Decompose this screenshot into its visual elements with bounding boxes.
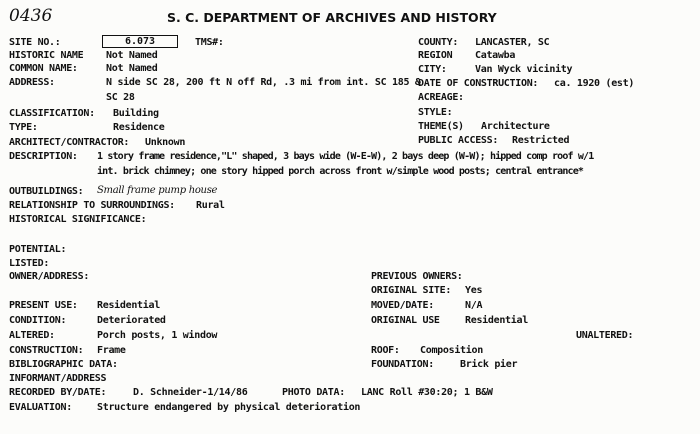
informant-address-label: INFORMANT/ADDRESS (9, 373, 107, 384)
date-of-construction-label: DATE OF CONSTRUCTION: (418, 78, 539, 89)
present-use-label: PRESENT USE: (9, 300, 78, 311)
foundation-value: Brick pier (460, 359, 518, 370)
handwritten-card-number: 0436 (9, 6, 53, 26)
original-site-value: Yes (465, 285, 483, 296)
outbuildings-value: Small frame pump house (97, 185, 218, 196)
altered-label: ALTERED: (9, 330, 55, 341)
address-line1: N side SC 28, 200 ft N off Rd, .3 mi from int. SC 185 & (106, 77, 421, 88)
type-label: TYPE: (9, 122, 38, 133)
description-label: DESCRIPTION: (9, 151, 78, 162)
themes-label: THEME(S) (418, 121, 464, 132)
moved-date-value: N/A (465, 300, 483, 311)
evaluation-label: EVALUATION: (9, 402, 72, 413)
county-label: COUNTY: (418, 37, 459, 48)
construction-value: Frame (97, 345, 126, 356)
recorded-by-label: RECORDED BY/DATE: (9, 387, 107, 398)
moved-date-label: MOVED/DATE: (371, 300, 434, 311)
city-label: CITY: (418, 64, 447, 75)
recorded-by-value: D. Schneider-1/14/86 (133, 387, 248, 398)
description-line2: int. brick chimney; one story hipped porch across front w/simple wood posts; central entrance* (97, 166, 584, 177)
historical-significance-label: HISTORICAL SIGNIFICANCE: (9, 214, 147, 225)
historic-name-value: Not Named (106, 50, 158, 61)
evaluation-value: Structure endangered by physical deterioration (97, 402, 361, 413)
outbuildings-label: OUTBUILDINGS: (9, 186, 84, 197)
tms-label: TMS#: (195, 37, 224, 48)
site-no-label: SITE NO.: (9, 37, 61, 48)
photo-data-value: LANC Roll #30:20; 1 B&W (361, 387, 493, 398)
page-title: S. C. DEPARTMENT OF ARCHIVES AND HISTORY (167, 10, 497, 25)
construction-label: CONSTRUCTION: (9, 345, 84, 356)
themes-value: Architecture (481, 121, 550, 132)
site-no-box: 6.073 (102, 35, 178, 48)
roof-label: ROOF: (371, 345, 400, 356)
altered-value: Porch posts, 1 window (97, 330, 218, 341)
listed-label: LISTED: (9, 258, 50, 269)
roof-value: Composition (420, 345, 483, 356)
common-name-label: COMMON NAME: (9, 63, 78, 74)
bibliographic-data-label: BIBLIOGRAPHIC DATA: (9, 359, 118, 370)
region-value: Catawba (475, 50, 516, 61)
foundation-label: FOUNDATION: (371, 359, 434, 370)
present-use-value: Residential (97, 300, 160, 311)
acreage-label: ACREAGE: (418, 92, 464, 103)
public-access-label: PUBLIC ACCESS: (418, 135, 499, 146)
relationship-value: Rural (196, 200, 225, 211)
unaltered-label: UNALTERED: (576, 330, 634, 341)
region-label: REGION (418, 50, 453, 61)
classification-label: CLASSIFICATION: (9, 108, 95, 119)
historic-name-label: HISTORIC NAME (9, 50, 84, 61)
architect-label: ARCHITECT/CONTRACTOR: (9, 137, 130, 148)
original-use-label: ORIGINAL USE (371, 315, 440, 326)
type-value: Residence (113, 122, 165, 133)
address-label: ADDRESS: (9, 77, 55, 88)
style-label: STYLE: (418, 107, 453, 118)
public-access-value: Restricted (512, 135, 570, 146)
original-use-value: Residential (465, 315, 528, 326)
condition-label: CONDITION: (9, 315, 67, 326)
condition-value: Deteriorated (97, 315, 166, 326)
description-line1: 1 story frame residence,"L" shaped, 3 bays wide (W-E-W), 2 bays deep (W-W); hipped comp roof w/1 (97, 151, 594, 162)
common-name-value: Not Named (106, 63, 158, 74)
classification-value: Building (113, 108, 159, 119)
city-value: Van Wyck vicinity (475, 64, 573, 75)
architect-value: Unknown (145, 137, 186, 148)
original-site-label: ORIGINAL SITE: (371, 285, 452, 296)
county-value: LANCASTER, SC (475, 37, 550, 48)
previous-owners-label: PREVIOUS OWNERS: (371, 271, 463, 282)
owner-address-label: OWNER/ADDRESS: (9, 271, 90, 282)
relationship-label: RELATIONSHIP TO SURROUNDINGS: (9, 200, 175, 211)
date-of-construction-value: ca. 1920 (est) (554, 78, 635, 89)
photo-data-label: PHOTO DATA: (282, 387, 345, 398)
address-line2: SC 28 (106, 92, 135, 103)
potential-label: POTENTIAL: (9, 244, 67, 255)
